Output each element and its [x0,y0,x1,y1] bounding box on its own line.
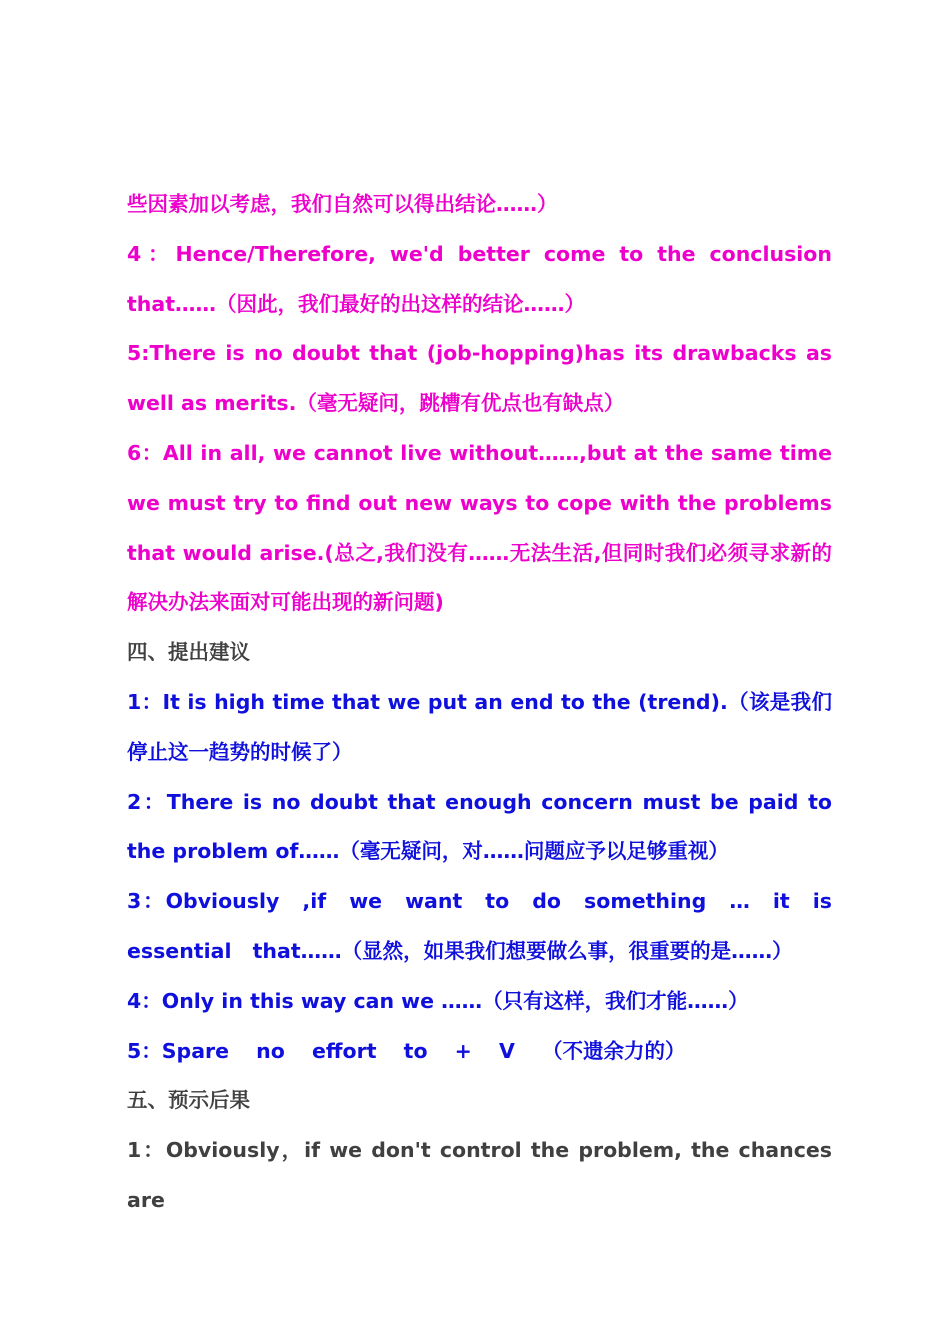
suggestion-item-2: 2：There is no doubt that enough concern must be paid to the problem of……（毫无疑问，对……问题应予以足够重视） [127,789,832,864]
conclusion-item-5: 5:There is no doubt that (job-hopping)has its drawbacks as well as merits.（毫无疑问，跳槽有优点也有缺点） [127,341,832,416]
suggestion-item-1: 1：It is high time that we put an end to the (trend).（该是我们停止这一趋势的时候了） [127,689,832,764]
suggestion-item-4: 4：Only in this way can we ……（只有这样，我们才能……） [127,988,749,1013]
section-heading-consequences: 五、预示后果 [127,1088,250,1113]
suggestion-item-5: 5：Spare no effort to + V （不遗余力的） [127,1038,686,1063]
document-page [127,180,832,1226]
conclusion-item-4: 4：Hence/Therefore, we'd better come to the conclusion that……（因此，我们最好的出这样的结论……） [127,241,832,316]
suggestion-item-3: 3：Obviously ,if we want to do something … it is essential that……（显然，如果我们想要做么事，很重要的是……） [127,889,832,963]
consequence-item-1: 1：Obviously，if we don't control the problem, the chances are [127,1138,832,1212]
conclusion-item-6: 6：All in all, we cannot live without……,but at the same time we must try to find out new ways to cope with the problems that would arise.(总之,我们没有……无法生活,但同时我们必须寻求新的解决办法来面对可能出现的新问题) [127,440,832,615]
section-heading-suggestions: 四、提出建议 [127,640,250,665]
conclusion-item-3-tail: 些因素加以考虑，我们自然可以得出结论……） [127,192,558,216]
